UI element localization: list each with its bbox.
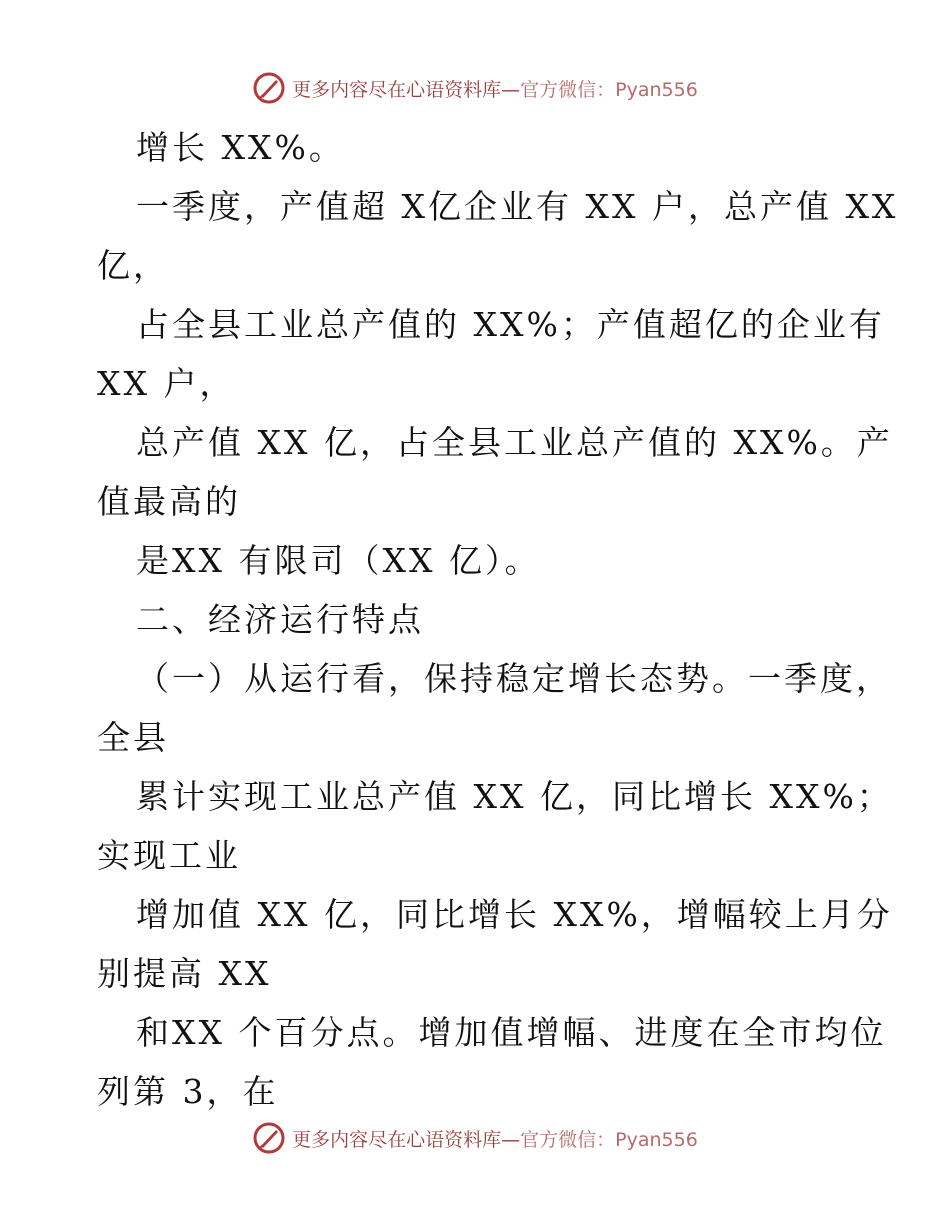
text-line: 累计实现工业总产值 XX 亿，同比增长 XX%； [136, 777, 893, 816]
document-body [97, 118, 899, 1121]
text-line: 增长 XX%。 [136, 128, 345, 167]
quill-logo-icon [252, 71, 286, 105]
text-line: 和XX 个百分点。增加值增幅、进度在全市均位 [136, 1013, 887, 1052]
text-line: 值最高的 [97, 482, 241, 521]
text-line: （一）从运行看，保持稳定增长态势。一季度， [136, 659, 892, 698]
text-line: 增加值 XX 亿，同比增长 XX%，增幅较上月分 [136, 895, 893, 934]
banner-text: 更多内容尽在心语资料库— [292, 78, 521, 101]
footer-watermark-banner [0, 1118, 950, 1158]
text-line: 实现工业 [97, 836, 241, 875]
text-line: 亿， [97, 246, 169, 285]
text-line: 总产值 XX 亿，占全县工业总产值的 XX%。产 [136, 423, 893, 462]
section-heading: 二、经济运行特点 [136, 600, 424, 639]
text-line: 全县 [97, 718, 169, 757]
text-line: 是XX 有限司（XX 亿）。 [136, 541, 541, 580]
text-line: XX 户， [97, 364, 236, 403]
text-line: 别提高 XX [97, 954, 272, 993]
text-line: 列第 3，在 [97, 1072, 279, 1111]
banner-wechat: 官方微信：Pyan556 [520, 1128, 698, 1151]
header-watermark-banner [0, 68, 950, 108]
banner-text: 更多内容尽在心语资料库— [292, 1128, 521, 1151]
text-line: 占全县工业总产值的 XX%；产值超亿的企业有 [136, 305, 885, 344]
text-line: 一季度，产值超 X亿企业有 XX 户，总产值 XX [136, 187, 899, 226]
banner-wechat: 官方微信：Pyan556 [520, 78, 698, 101]
quill-logo-icon [252, 1121, 286, 1155]
